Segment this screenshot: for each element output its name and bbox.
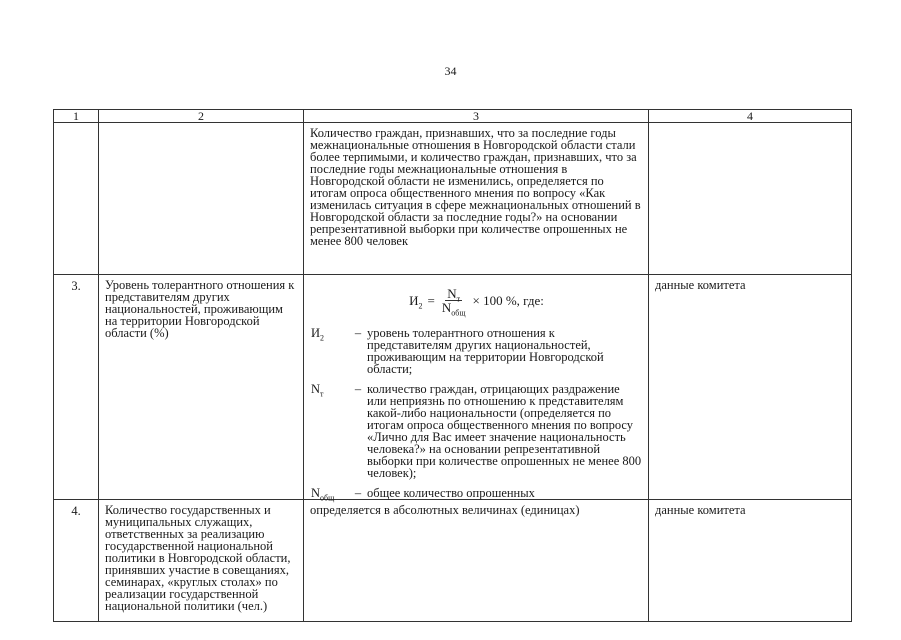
calculation-method <box>304 275 649 503</box>
table-header-row <box>54 110 852 123</box>
indicator-name: Уровень толерантного отношения к представителям других национальностей, проживающим на территории Новгородской области (%) <box>99 275 304 500</box>
header-col-3: 3 <box>304 110 649 123</box>
header-col-1: 1 <box>54 110 99 123</box>
calculation-method-text: определяется в абсолютных величинах (единицах) <box>304 500 649 622</box>
definition-item: $N_{общ}$ – общее количество опрошенных <box>311 486 535 503</box>
row-number: 3. <box>54 275 99 500</box>
formula-fraction: $\frac{N_т}{N_{общ}}$ <box>441 286 466 318</box>
table-row-continuation <box>54 123 852 275</box>
table-row-3 <box>54 275 852 500</box>
header-col-2: 2 <box>99 110 304 123</box>
formula-tail: × 100 %, где: <box>472 293 544 308</box>
formula-equals: = <box>427 293 435 308</box>
indicators-table <box>53 109 852 622</box>
indicator-name: Количество государственных и муниципальных служащих, ответственных за реализацию государственной национальной политики в Новгородской области, принявших участие в совещаниях, семинарах, «круглых столах» по реализации государственной национальной политики (чел.) <box>99 500 304 622</box>
formula-lhs: $И_2$ <box>409 293 423 311</box>
definition-item: $N_т$ – количество граждан, отрицающих раздражение или неприязнь по отношению к представителям какой-либо национальности (определяется по итогам опроса общественного мнения по вопросу «Лично для Вас имеет значение национальность человека?» на основании репрезентативной выборки при количестве опрошенных не менее 800 человек); <box>311 382 642 480</box>
data-source: данные комитета <box>649 275 852 500</box>
cell-empty <box>99 123 304 275</box>
calculation-method-text: Количество граждан, признавших, что за последние годы межнациональные отношения в Новгородской области стали более терпимыми, и количество граждан, признавших, что за последние годы межнациональные отношения в Новгородской области не изменились, определяется по итогам опроса общественного мнения по вопросу «Как изменилась ситуация в сфере межнациональных отношений в Новгородской области за последние годы?» на основании репрезентативной выборки при количестве опрошенных не менее 800 человек <box>304 123 649 275</box>
header-col-4: 4 <box>649 110 852 123</box>
row-number: 4. <box>54 500 99 622</box>
definition-item: $И_2$ – уровень толерантного отношения к представителям других национальностей, проживающим на территории Новгородской области; <box>311 326 604 376</box>
cell-empty <box>54 123 99 275</box>
formula <box>311 286 642 318</box>
data-source: данные комитета <box>649 500 852 622</box>
formula-definitions <box>311 326 642 503</box>
page-number: 34 <box>444 64 457 78</box>
table-row-4 <box>54 500 852 622</box>
cell-empty <box>649 123 852 275</box>
